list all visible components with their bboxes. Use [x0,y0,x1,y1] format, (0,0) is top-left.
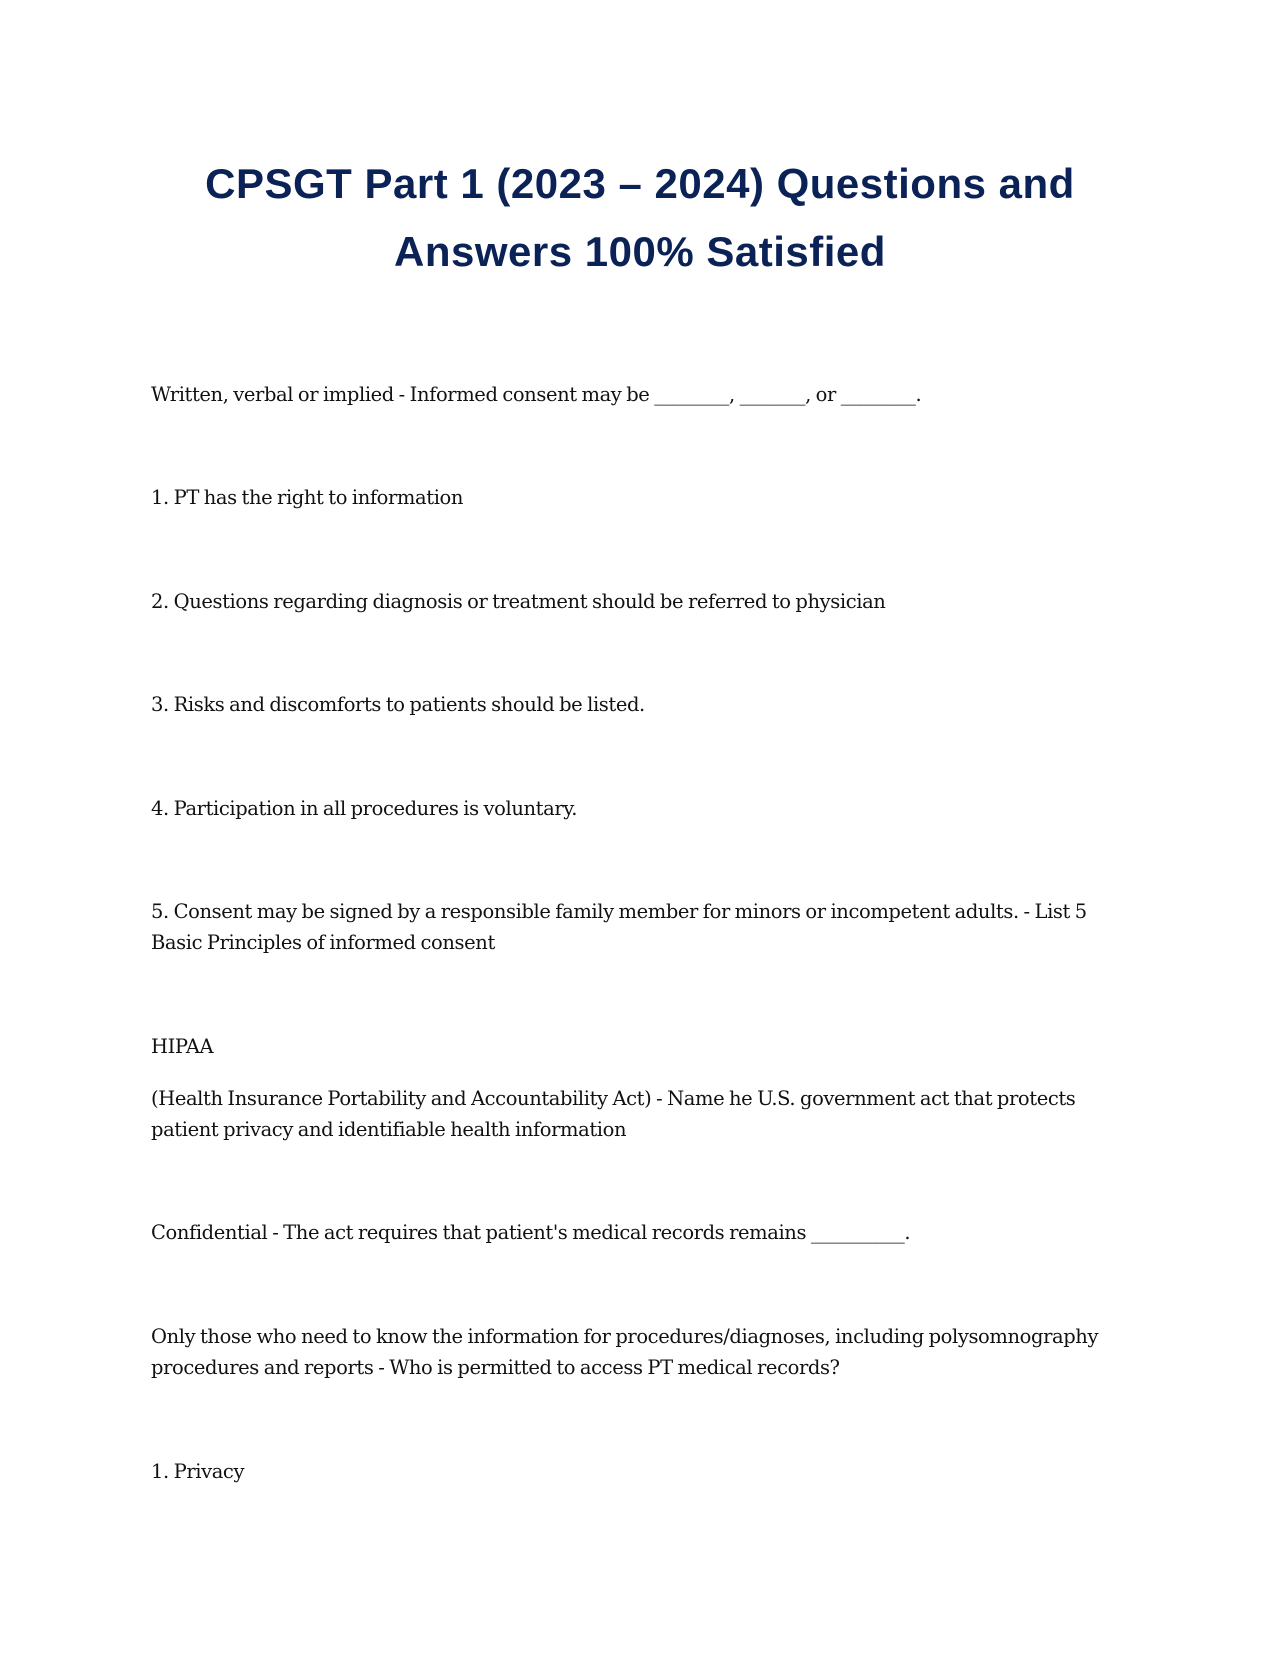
paragraph-confidential: Confidential - The act requires that patient's medical records remains __________. [151,1221,911,1244]
paragraph-principle-4: 4. Participation in all procedures is voluntary. [151,797,578,820]
paragraph-hipaa: HIPAA [151,1035,214,1058]
paragraph-principle-1: 1. PT has the right to information [151,486,464,509]
paragraph-hipaa-definition: (Health Insurance Portability and Accountability Act) - Name he U.S. government act that protects patient privacy and identifiable health information [151,1087,1076,1141]
document-title [140,150,1140,286]
paragraph-principle-3: 3. Risks and discomforts to patients should be listed. [151,693,645,716]
title-line-2: Answers 100% Satisfied [394,228,886,275]
paragraph-privacy: 1. Privacy [151,1460,245,1483]
paragraph-principle-5: 5. Consent may be signed by a responsible family member for minors or incompetent adults. - List 5 Basic Principles of informed consent [151,900,1087,954]
paragraph-informed-consent-forms: Written, verbal or implied - Informed consent may be ________, _______, or ________. [151,383,922,406]
title-line-1: CPSGT Part 1 (2023 – 2024) Questions and [205,160,1075,207]
paragraph-record-access: Only those who need to know the information for procedures/diagnoses, including polysomnography procedures and reports - Who is permitted to access PT medical records? [151,1325,1099,1379]
paragraph-principle-2: 2. Questions regarding diagnosis or treatment should be referred to physician [151,590,886,613]
